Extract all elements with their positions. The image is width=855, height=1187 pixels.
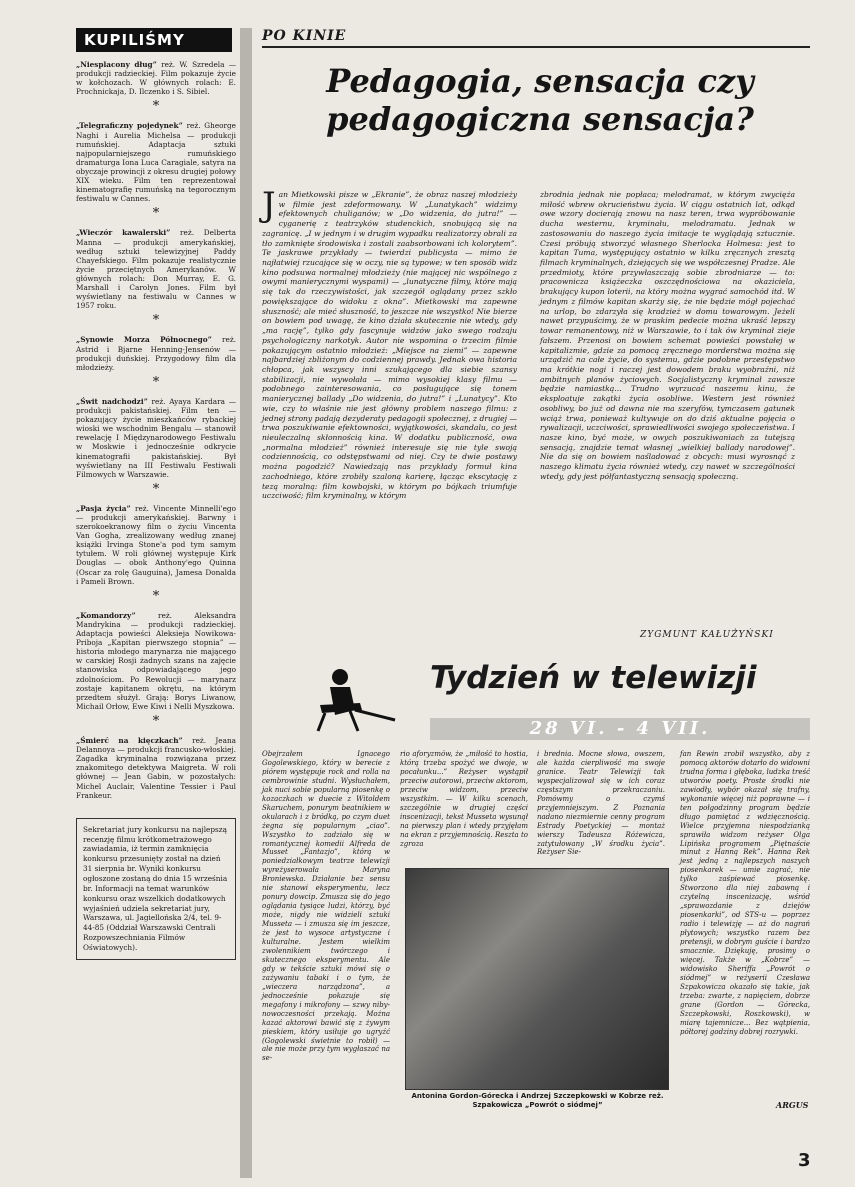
entry-separator: *: [152, 313, 160, 329]
film-entry: [76, 121, 236, 203]
tv-viewer-icon: [300, 665, 410, 735]
film-title: „Wieczór kawalerski”: [76, 228, 171, 238]
sidebar-title: KUPILIŚMY: [76, 28, 232, 52]
tv-column-1: Obejrzałem Ignacego Gogolewskiego, który w berecie z piórem występuje rock and rolla na cembrowinie studni. Wysłuchałem, jak nuci sobie popularną piosenkę o kozaczkach w duecie z Witoldem Skaruchem, ponurym beatnikiem w okularach i z bródką, po czym duet żegna się popularnym „ciao”. Wszystko to zadziało się w romantycznej komedii Alfreda de Musset „Fantazjo”, którą w poniedziałkowym teatrze telewizji wyreżyserowała Maryna Broniewska. Działanie bez sensu nie stanowi eksperymentu, lecz ponury dowcip. Zmusza się do jego oglądania tysiące ludzi, którzy, być może, nigdy nie widzieli sztuki Musseta — i zmusza się im jeszcze, że jest to wysoce artystyczne i kulturalne. Jestem wielkim zwolennikiem twórczego i skutecznego eksperymentu. Ale gdy w tekście sztuki mówi się o zażywaniu tabaki i o tym, że „wieczera narządzona”, a jednocześnie pokazuje się megafony i mikrofony — szwy niby-nowoczesności przekają. Można kazać aktorowi bawić się z żywym pieskiem, który usiłuje go ugryźć (Gogolewski świetnie to robił) — ale nie może przy tym wygłaszać na se-: [262, 750, 390, 1063]
entry-separator: *: [152, 206, 160, 222]
film-title: „Niesplacony dług”: [76, 60, 157, 69]
article-author: ZYGMUNT KAŁUŻYŃSKI: [640, 630, 774, 640]
film-entry: [76, 736, 236, 800]
entry-separator: *: [152, 588, 160, 604]
film-entry: [76, 60, 236, 96]
article-column-2: [540, 190, 795, 482]
photo-caption: Antonina Gordon-Górecka i Andrzej Szczepkowski w Kobrze reż. Szpakowicza „Powrót o siódmej”: [411, 1092, 664, 1110]
film-entry: [76, 504, 236, 586]
sidebar-entries: [76, 60, 236, 800]
entry-separator: *: [152, 99, 160, 115]
film-description: reż. Aleksandra Mandrykina — produkcji radzieckiej. Adaptacja powieści Aleksieja Nowikowa-Priboja „Kapitan pierwszego stopnia” — historia młodego marynarza nie mającego w carskiej Rosji żadnych szans na zajęcie stanowiska odpowiadającego jego zdolnościom. Po Rewolucji — marynarz zostaje kapitanem okrętu, na którym przedtem służył. Grają: Borys Liwanow, Michail Orłow, Ewe Kiwi i Nelli Myszkowa.: [76, 610, 236, 711]
section-rule: [262, 46, 810, 48]
tv-date-banner: 28 VI. - 4 VII.: [430, 718, 810, 740]
tv-column-4: fan Rewin zrobił wszystko, aby z pomocą aktorów dotarło do widowni trudna forma i głęboka, ludzka treść utworów poety. Proste środki nie zawiodły, wybór okazał się trafny, wykonanie więcej niż poprawne — i ten połgodzinny program będzie długo pamiętać z wdzięcznością. Wielce przyjemna niespodzianką sprawiła widzom reżyser Olga Lipińska programem „Piętnaście minut z Hanną Rek”. Hanna Rek jest jedną z najlepszych naszych piosenkarek — umie zagrać, nie tylko zaśpiewać piosenkę. Stworzono dla niej zabawną i czytelną inscenizację, wśród „sprawozdanie z dziejów piosenkarki”, od STS-u — poprzez radio i telewizję — aż do nagrań płytowych; wszystko razem bez pretensji, w dobrym guście i bardzo smacznie. Dziękuję, prosimy o więcej. Także w „Kobrze” — widowisko Sheriffa „Powrót o siódmej” w reżyserii Czesława Szpakowicza okazało się takie, jak trzeba: zwarte, z napięciem, dobrze grane (Gordon — Górecka, Szczepkowski, Roszkowski), w miarę tajemnicze... Bez wątpienia, półtorej godziny dobrej rozrywki.: [680, 750, 810, 1036]
drop-cap: J: [262, 185, 276, 225]
film-title: „Synowie Morza Północnego”: [76, 335, 212, 345]
film-entry: [76, 228, 236, 310]
page-number: 3: [798, 1150, 811, 1171]
film-title: „Śmierć na kięczkach”: [76, 736, 183, 746]
article-text-2: zbrodnia jednak nie popłaca; melodramat, w którym zwycięża miłość wbrew okrucieństwu życia. W ciągu ostatnich lat, odkąd owe wzory docierają znowu na nasz teren, trwa wypróbowanie ducha westernu, kryminału, melodramatu. Jednak w zastosowaniu do naszego życia imitacje te wyglądają sztucznie. Czesi próbują stworzyć własnego Sherlocka Holmesa: jest to kapitan Tuma, występujący ostatnio w kilku zręcznych zresztą filmach kryminalnych, dziejących się we współczesnej Pradze. Ale przedmioty, które przywłaszczają sobie zbrodniarze — to: pracownicza książeczka oszczędnościowa na okaziciela, brakujący kupon loterii, na który można wygrać samochód itd. W jednym z filmów kapitan skarży się, że nie będzie mógł pojechać na urlop, bo zdarzyła się kradzież w domu towarowym. Jeżeli nawet przypuścimy, że w praskim pedecie można ukraść lepszy towar remanentowy, niż w Warszawie, to i tak ów kryminał zieje fałszem. Przenosi on bowiem schemat powieści powstałej w kapitalizmie, gdzie za pomocą zręcznego morderstwa można się urządzić na całe życie, do systemu, gdzie podobne przestępstwo ma krótkie nogi i raczej jest dowodem braku wyobraźni, niż ambitnych planów życiowych. Socjalistyczny kryminał zawsze będzie namiastką... Trudno wyrzucać naszemu kinu, że eksploatuje zakątki życia osobliwe. Western jest również osobliwy, bo już od dawna nie ma szeryfów, tymczasem gatunek wciąż trwa, ponieważ kultywuje on do dziś aktualne pojęcia o rywalizacji, uczciwości, sprawiedliwości swojego społeczeństwa. I nasze kino, być może, w owych poszukiwaniach za tutejszą sensacją, znajdzie temat własnej „wielkiej ballady narodowej”. Nie da się on bowiem naśladować z obcych: musi wyrosnąć z naszego klimatu życia również wtedy, czy nawet w szczególności wtedy, gdy jest półfantastyczną sensacją społeczną.: [540, 190, 795, 481]
article-headline: Pedagogia, sensacja czy pedagogiczna sensacja?: [326, 62, 754, 138]
tv-column-3: i brednia. Mocne słowa, owszem, ale każda cierpliwość ma swoje granice. Teatr Telewizji tak wyspecjalizował się w ich coraz częstszym przekraczaniu. Pomówmy o czymś przyjemniejszym. Z Poznania nadano niezmiernie cenny program Estrady Poetyckiej — montaż wierszy Tadeusza Różewicza, zatytułowany „W środku życia”. Reżyser Sie-: [537, 750, 665, 857]
film-description: reż. Vincente Minnelli'ego — produkcji amerykańskiej. Barwny i szerokoekranowy film o życiu Vincenta Van Gogha, zrealizowany według znanej książki Irvinga Stone'a pod tym samym tytułem. W roli głównej występuje Kirk Douglas — obok Anthony'ego Quinna (Oscar za rolę Gauguina), Jamesa Donalda i Pameli Brown.: [76, 503, 236, 586]
film-entry: [76, 611, 236, 711]
film-title: „Telegraficzny pojedynek”: [76, 121, 183, 131]
film-description: reż. Jeana Delannoya — produkcji francusko-włoskiej. Zagadka kryminalna rozwiązana przez znakomitego detektywa Maigreta. W roli głównej — Jean Gabin, w pozostałych: Michel Auclair, Valentine Tessier i Paul Frankeur.: [76, 736, 236, 800]
tv-column-2: rio aforyzmów, że „miłość to hostia, którą trzeba spożyć we dwoje, w pocałunku...” Reżyser wystąpił przeciw autorowi, przeciw aktorom, przeciw widzom, przeciw wszystkim. — W kilku scenach, szczególnie w drugiej części inscenizacji, tekst Musseta wysunął na pierwszy plan i wtedy przyjęłam na ekran z przyjemnością. Reszta to zgroza: [400, 750, 528, 848]
tv-section-title: Tydzień w telewizji: [430, 660, 757, 696]
tv-signature: ARGUS: [776, 1100, 809, 1110]
article-text-1: an Mietkowski pisze w „Ekranie”, że obraz naszej młodzieży w filmie jest zdeformowany. W „Lunatykach” widzimy efektownych chuliganów; w „Do widzenia, do jutra!” — cyganerię z teatrzyków studenckich, snobującą się na zagranicę. „I w jednym i w drugim wypadku realizatorzy obrali za tło zamknięte środowiska i zostali zaabsorbowani ich kolorytem”. Te jaskrawe przykłady — twierdzi publicysta — mimo że najłatwiej rzucające się w oczy, nie są typowe; w ten sposób widz kino podsuwa normalnej młodzieży (nie mającej nic wspólnego z owymi manierycznymi wyspami) — „lunatyczne filmy, które mają się tak do rzeczywistości, jak szczegół oglądany przez szkło powiększające do widoku z oknа”. Mietkowski ma zapewne słuszność; ale mieć słuszność, to jeszcze nie wszystko! Nie bierze on bowiem pod uwagę, że kino działa skutecznie nie wtedy, gdy „ma rację”, tylko gdy fascynuje widzów jako swego rodzaju psychologiczny narkotyk. Autor nie wspomina o trzecim filmie pokazującym ostatnio młodzież: „Miejsce na ziemi” — zapewne najbardziej zbliżonym do codziennej prawdy. Jednak owa historia chłopca, jak wszyscy inni szukającego dla siebie szansy stabilizacji, nie wywołała — mimo wysokiej klasy filmu — podobnego zainteresowania, co posługujące się tonem manierycznej ballady „Do widzenia, do jutra!” i „Lunatycy”. Kto wie, czy to właśnie nie jest główny problem naszego filmu: z jednej strony padają dezyderaty pedagogii społecznej, z drugiej — trwa poszukiwanie efektowności, wyjątkowości, skandalu, co jest nieuleczalną skłonnością kina. W dodatku publiczność, owa „normalna młodzież” również interesuje się nie tyle swoją codziennością, co odstępstwami od niej. Czy te dwie postawy można pogodzić? Nawiedzają nas przykłady formuł kina zachodniego, które zrobiły szaloną karierę, łącząc ekscytację z tezą moralną: film kowbojski, w którym po bójkach triumfuje uczciwość; film kryminalny, w którym: [262, 190, 517, 501]
film-title: „Świt nadchodzi”: [76, 396, 148, 406]
film-description: reż. Delberta Manna — produkcji amerykańskiej, według sztuki telewizyjnej Paddy Chayefskiego. Film pokazuje realistycznie życie przeciętnych Amerykanów. W głównych rolach: Don Murray, E. G. Marshall i Carolyn Jones. Film był wyświetlany na festiwalu w Cannes w 1957 roku.: [76, 228, 237, 311]
film-title: „Pasja życia”: [76, 503, 131, 513]
entry-separator: *: [152, 374, 160, 390]
film-description: reż. Ayaya Kardara — produkcji pakistańskiej. Film ten — pokazujący życie mieszkańców rybackiej wioski we wschodnim Bengalu — stanowił rewelację I Międzynarodowego Festiwalu w Moskwie i jednocześnie odkrycie kinematografii pakistańskiej. Był wyświetlany na III Festiwalu Festiwali Filmowych w Warszawie.: [76, 396, 236, 479]
film-description: reż. W. Szredela — produkcji radzieckiej. Film pokazuje życie w kołchozach. W głównych rolach: E. Prochnickaja, D. Ilczenko i S. Sibiel.: [76, 60, 237, 97]
film-entry: [76, 397, 236, 479]
film-description: reż. Astrid i Bjarne Henning-Jensenów — produkcji duńskiej. Przygodowy film dla młodzieży.: [76, 335, 236, 372]
film-entry: [76, 335, 236, 371]
jury-notice-box: Sekretariat jury konkursu na najlepszą recenzję filmu krótkometrażowego zawiadamia, iż termin zamknięcia konkursu przesunięty został na dzień 31 sierpnia br. Wyniki konkursu ogłoszone zostaną do dnia 15 września br. Informacji na temat warunków konkursu oraz wszelkich dodatkowych wyjaśnień udziela sekretariat jury, Warszawa, ul. Jagiellońska 2/4, tel. 9-44-85 (Oddział Warszawski Centrali Rozpowszechniania Filmów Oświatowych).: [76, 818, 236, 960]
film-still-photo: [405, 868, 669, 1090]
film-description: reż. Gheorge Naghi i Aurelia Michelsa — produkcji rumuńskiej. Adaptacja sztuki najpopularniejszego rumuńskiego dramaturga Iona Luca Caragiale, satyra na obyczaje prowincji z okresu drugiej połowy XIX wieku. Film ten reprezentował kinematografię rumuńską na tegorocznym festiwalu w Cannes.: [76, 121, 237, 204]
section-label: PO KINIE: [262, 28, 347, 44]
entry-separator: *: [152, 714, 160, 730]
sidebar-column: [76, 28, 236, 1178]
entry-separator: *: [152, 481, 160, 497]
film-title: „Komandorzy”: [76, 610, 136, 620]
article-column-1: [262, 185, 517, 501]
divider-bar: [240, 28, 252, 1178]
